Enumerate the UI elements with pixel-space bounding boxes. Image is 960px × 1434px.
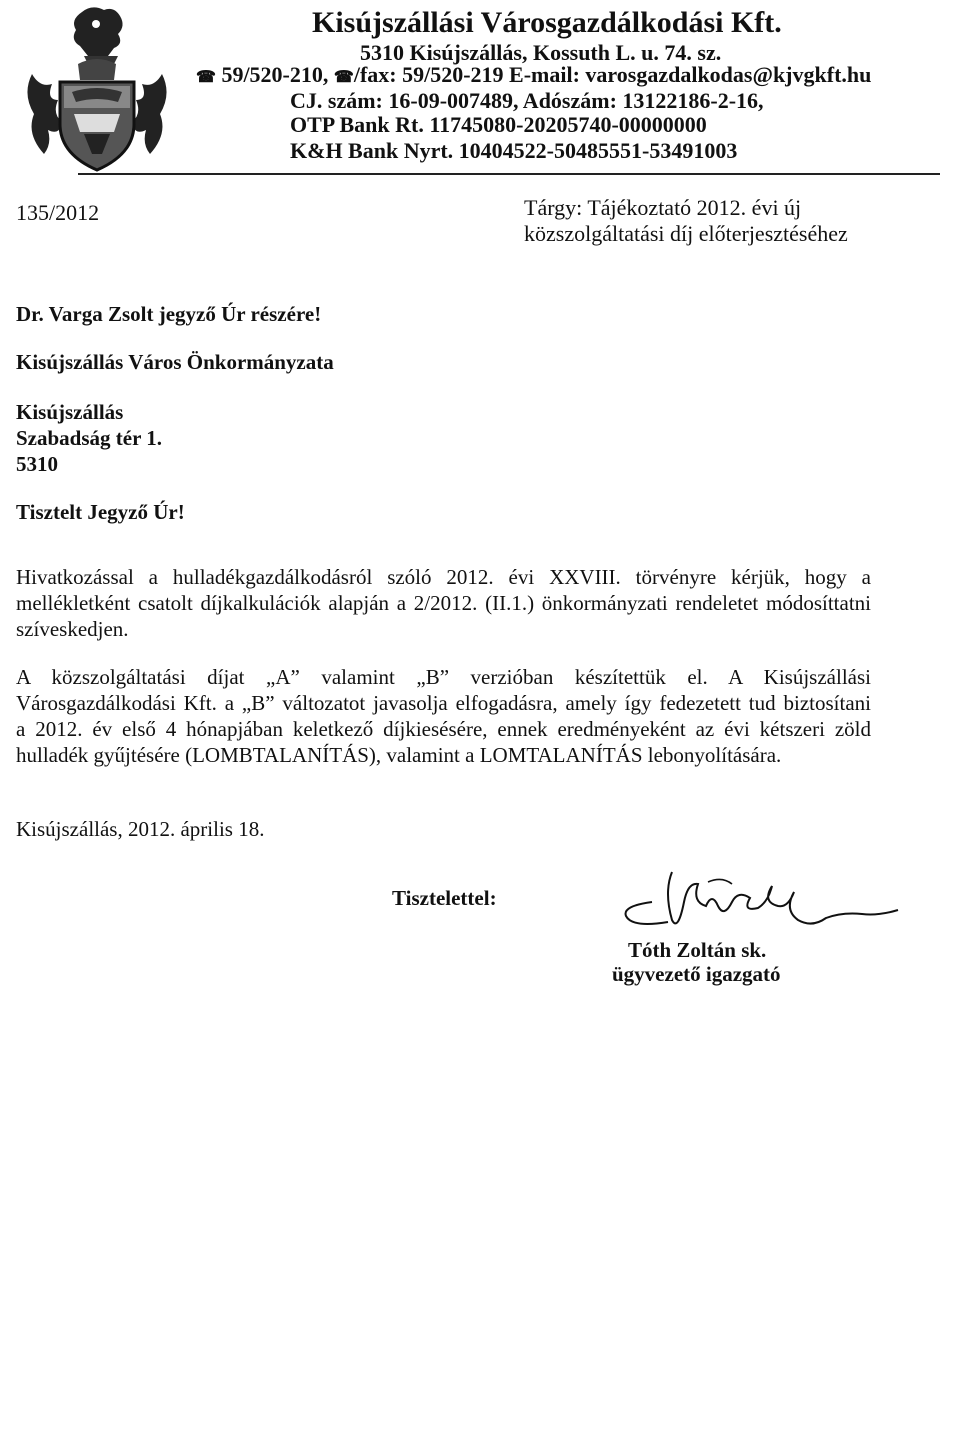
paragraph-line: hulladék gyűjtésére (LOMBTALANÍTÁS), valamint a LOMTALANÍTÁS lebonyolítására. (16, 743, 782, 767)
company-phone: 59/520-210, (221, 62, 329, 87)
company-registration: CJ. szám: 16-09-007489, Adószám: 13122186-2-16, (290, 88, 764, 113)
company-fax-email: /fax: 59/520-219 E-mail: varosgazdalkodas@kjvgkft.hu (353, 62, 872, 87)
body-paragraph-1 (16, 564, 871, 642)
telephone-icon: ☎ (196, 69, 216, 86)
signer-name: Tóth Zoltán sk. (628, 938, 767, 962)
paragraph-line: A közszolgáltatási díjat „A” valamint „B” verzióban készítettük el. A Kisújszállási (16, 665, 871, 689)
bank-account-otp: OTP Bank Rt. 11745080-20205740-00000000 (290, 112, 707, 137)
company-address: 5310 Kisújszállás, Kossuth L. u. 74. sz. (360, 40, 722, 65)
salutation: Tisztelt Jegyző Úr! (16, 500, 185, 524)
paragraph-line: Városgazdálkodási Kft. a „B” változatot javasolja elfogadásra, amely így fedezetett tud biztosítani (16, 691, 871, 715)
company-contact (196, 62, 871, 88)
paragraph-line: a 2012. év első 4 hónapjában keletkező díjkiesésére, ennek eredményeként az évi kétszeri zöld (16, 717, 871, 741)
recipient-name: Dr. Varga Zsolt jegyző Úr részére! (16, 302, 322, 326)
paragraph-line: szíveskedjen. (16, 617, 129, 641)
recipient-organization: Kisújszállás Város Önkormányzata (16, 350, 334, 374)
paragraph-line: mellékletként csatolt díjkalkulációk alapján a 2/2012. (II.1.) önkormányzati rendeletet módosíttatni (16, 591, 871, 615)
city-coat-of-arms-icon (22, 4, 172, 174)
letterhead-divider (78, 173, 940, 175)
closing-phrase: Tisztelettel: (392, 886, 497, 910)
company-name: Kisújszállási Városgazdálkodási Kft. (312, 6, 782, 39)
subject-line-1: Tárgy: Tájékoztató 2012. évi új (524, 195, 802, 220)
bank-account-kh: K&H Bank Nyrt. 10404522-50485551-53491003 (290, 138, 738, 163)
signer-title: ügyvezető igazgató (612, 962, 781, 986)
body-paragraph-2 (16, 664, 871, 768)
handwritten-signature-icon (612, 862, 902, 942)
place-and-date: Kisújszállás, 2012. április 18. (16, 817, 265, 841)
recipient-zip: 5310 (16, 452, 58, 476)
recipient-street: Szabadság tér 1. (16, 426, 163, 450)
subject-line-2: közszolgáltatási díj előterjesztéséhez (524, 221, 848, 246)
paragraph-line: Hivatkozással a hulladékgazdálkodásról szóló 2012. évi XXVIII. törvényre kérjük, hogy a (16, 565, 871, 589)
telephone-fax-icon: ☎ (333, 69, 354, 86)
recipient-city: Kisújszállás (16, 400, 124, 424)
reference-number: 135/2012 (16, 200, 100, 225)
